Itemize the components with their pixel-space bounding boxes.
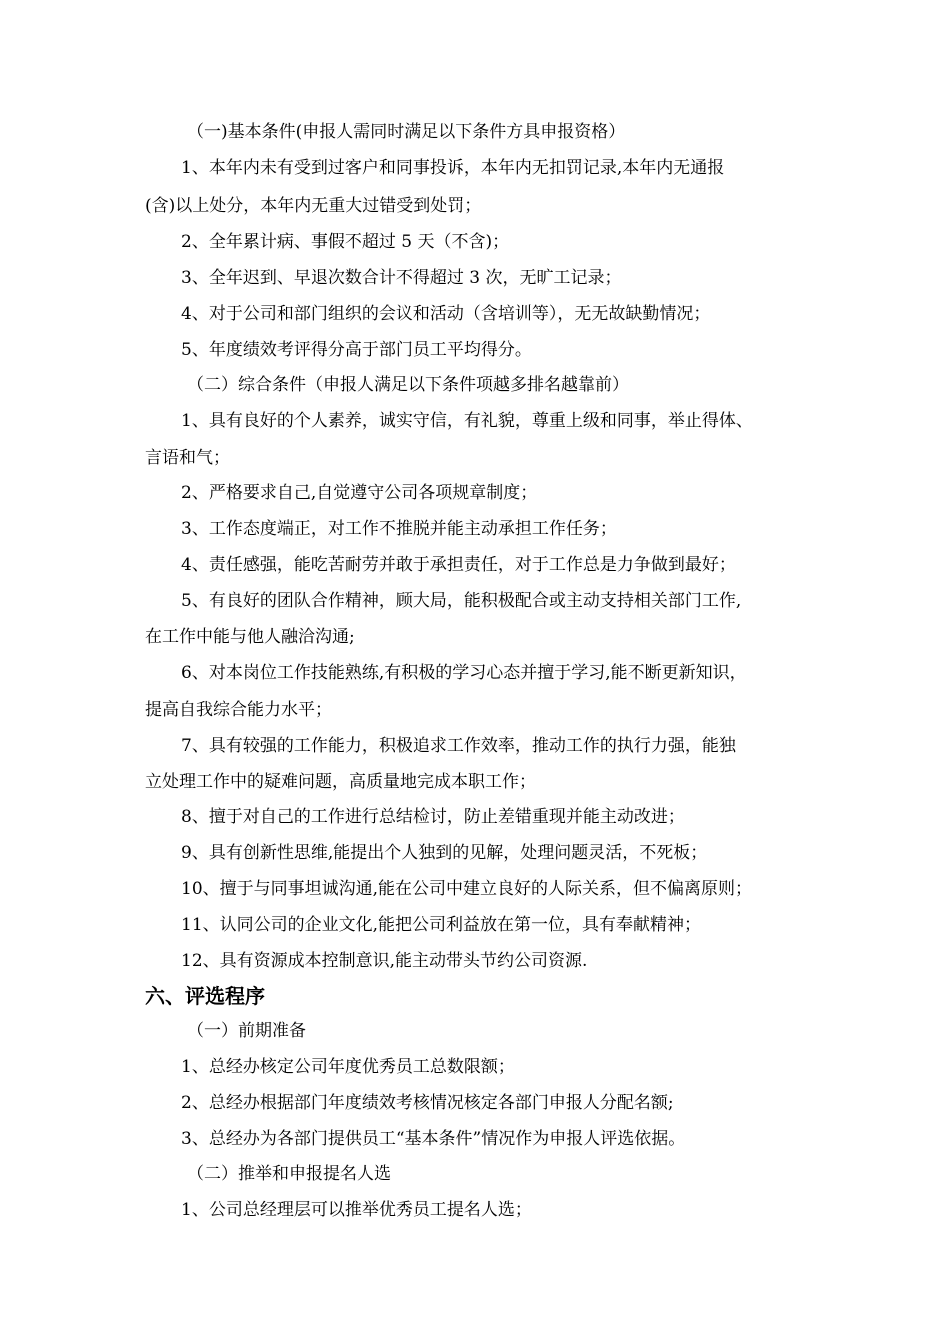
paragraph-line: 8、擅于对自己的工作进行总结检讨，防止差错重现并能主动改进；	[181, 807, 685, 827]
paragraph-line: 1、具有良好的个人素养，诚实守信，有礼貌，尊重上级和同事，举止得体、	[181, 411, 753, 431]
paragraph-line: 12、具有资源成本控制意识,能主动带头节约公司资源.	[181, 951, 588, 971]
subsection-heading-nomination: （二）推举和申报提名人选	[187, 1164, 391, 1184]
paragraph-line: 5、年度绩效考评得分高于部门员工平均得分。	[181, 340, 532, 360]
paragraph-line: 立处理工作中的疑难问题，高质量地完成本职工作；	[145, 772, 536, 792]
subsection-heading-preparation: （一）前期准备	[187, 1021, 306, 1041]
paragraph-line: 7、具有较强的工作能力，积极追求工作效率，推动工作的执行力强，能独	[181, 736, 736, 756]
paragraph-line: 言语和气；	[145, 448, 230, 468]
paragraph-line: 4、对于公司和部门组织的会议和活动（含培训等），无无故缺勤情况；	[181, 304, 711, 324]
paragraph-line: 11、认同公司的企业文化,能把公司利益放在第一位，具有奉献精神；	[181, 915, 702, 935]
paragraph-line: 6、对本岗位工作技能熟练,有积极的学习心态并擅于学习,能不断更新知识，	[181, 663, 747, 683]
subsection-heading-basic-conditions: （一)基本条件(申报人需同时满足以下条件方具申报资格）	[187, 122, 626, 142]
section-heading-selection-procedure: 六、评选程序	[145, 984, 265, 1008]
paragraph-line: 3、工作态度端正，对工作不推脱并能主动承担工作任务；	[181, 519, 617, 539]
paragraph-line: 4、责任感强，能吃苦耐劳并敢于承担责任，对于工作总是力争做到最好；	[181, 555, 736, 575]
paragraph-line: 2、总经办根据部门年度绩效考核情况核定各部门申报人分配名额;	[181, 1093, 674, 1113]
paragraph-line: 在工作中能与他人融洽沟通;	[145, 627, 355, 647]
paragraph-line: 1、本年内未有受到过客户和同事投诉，本年内无扣罚记录,本年内无通报	[181, 158, 725, 178]
paragraph-line: 提高自我综合能力水平；	[145, 700, 332, 720]
paragraph-line: (含)以上处分，本年内无重大过错受到处罚；	[145, 196, 482, 216]
paragraph-line: 5、有良好的团队合作精神，顾大局，能积极配合或主动支持相关部门工作,	[181, 591, 742, 611]
subsection-heading-comprehensive-conditions: （二）综合条件（申报人满足以下条件项越多排名越靠前）	[187, 375, 629, 395]
paragraph-line: 10、擅于与同事坦诚沟通,能在公司中建立良好的人际关系，但不偏离原则；	[181, 879, 753, 899]
paragraph-line: 2、严格要求自己,自觉遵守公司各项规章制度；	[181, 483, 538, 503]
paragraph-line: 1、总经办核定公司年度优秀员工总数限额；	[181, 1057, 515, 1077]
paragraph-line: 1、公司总经理层可以推举优秀员工提名人选；	[181, 1200, 532, 1220]
paragraph-line: 3、全年迟到、早退次数合计不得超过 3 次，无旷工记录；	[181, 268, 622, 288]
paragraph-line: 3、总经办为各部门提供员工“基本条件”情况作为申报人评选依据。	[181, 1129, 686, 1149]
paragraph-line: 9、具有创新性思维,能提出个人独到的见解，处理问题灵活，不死板；	[181, 843, 708, 863]
paragraph-line: 2、全年累计病、事假不超过 5 天（不含)；	[181, 232, 510, 252]
